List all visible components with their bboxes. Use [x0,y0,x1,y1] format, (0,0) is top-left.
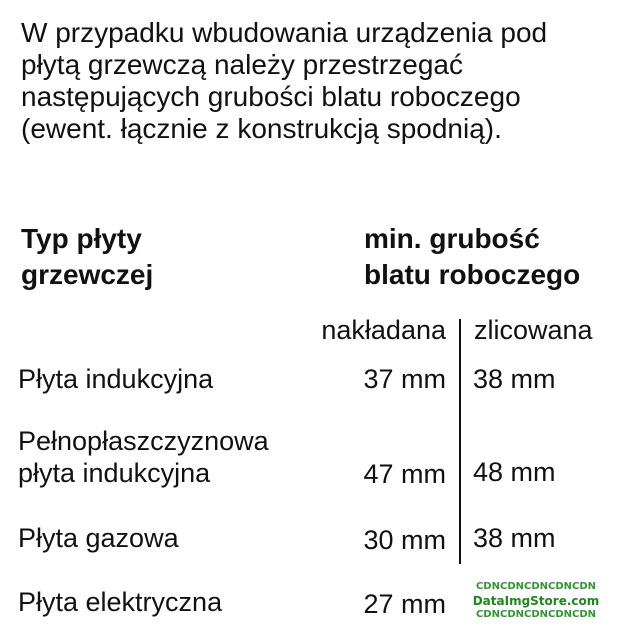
row-label-full-surface-induction [18,425,269,489]
row-label-line: płyta indukcyjna [18,458,211,488]
header-hob-type [21,221,153,293]
header-hob-type-line: Typ płyty [21,223,142,254]
value-nakladana: 47 mm [363,459,446,489]
watermark [461,580,611,622]
value-nakladana: 37 mm [363,364,446,394]
value-nakladana: 30 mm [363,525,446,555]
row-label-line: Płyta indukcyjna [18,364,214,394]
value-zlicowana: 38 mm [473,523,556,553]
watermark-line: DataImgStore.com [472,594,600,608]
intro-line: następujących grubości blatu roboczego [21,81,521,112]
row-label-line: Płyta gazowa [18,523,179,553]
row-label-line: Płyta elektryczna [18,587,223,617]
row-label-electric [18,586,222,618]
watermark-line: CDNCDNCDNCDNCDN [475,581,597,592]
row-label-gas [18,522,179,554]
header-min-thickness [364,221,580,293]
subheader-nakladana: nakładana [321,315,446,345]
column-divider [459,319,461,564]
value-nakladana: 27 mm [363,589,446,619]
watermark-line: CDNCDNCDNCDNCDN [475,609,597,620]
header-hob-type-line: grzewczej [21,259,154,290]
header-min-thickness-line: blatu roboczego [364,259,581,290]
row-label-line: Pełnopłaszczyznowa [18,426,269,456]
subheader-zlicowana: zlicowana [474,315,593,345]
value-zlicowana: 48 mm [473,457,556,487]
header-min-thickness-line: min. grubość [364,223,540,254]
intro-line: (ewent. łącznie z konstrukcją spodnią). [21,113,502,144]
intro-line: płytą grzewczą należy przestrzegać [21,49,463,80]
row-label-induction [18,363,213,395]
intro-paragraph [21,17,641,145]
intro-line: W przypadku wbudowania urządzenia pod [21,17,548,48]
value-zlicowana: 38 mm [473,364,556,394]
